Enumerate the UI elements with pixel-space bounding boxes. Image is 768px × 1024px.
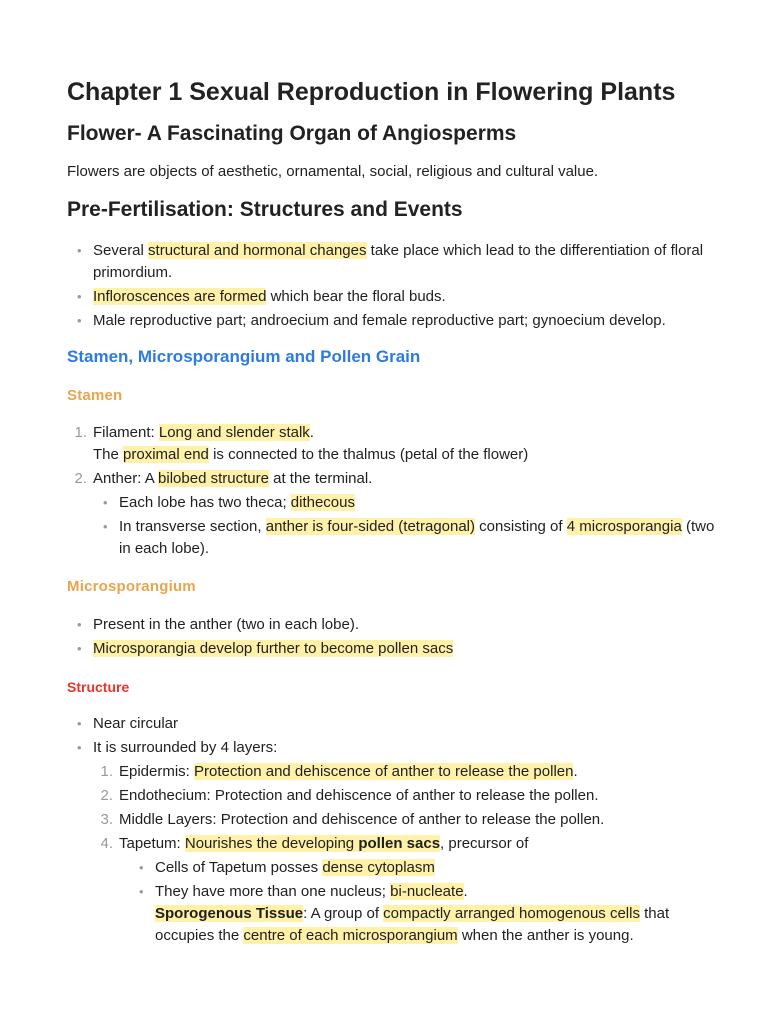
highlight: dense cytoplasm [322, 859, 435, 876]
heading-stamen: Stamen [67, 387, 123, 404]
tapetum-sublist [119, 857, 717, 947]
heading-microsporangium: Microsporangium [67, 578, 196, 595]
prefertilisation-list [67, 240, 717, 334]
list-item: 3. Middle Layers: Protection and dehiscence of anther to release the pollen. [100, 811, 605, 828]
highlight: compactly arranged homogenous cells [383, 905, 640, 922]
list-item: • Near circular [67, 713, 717, 735]
subsection-title-stamen-microsporangium: Stamen, Microsporangium and Pollen Grain [67, 347, 421, 366]
highlight: Infloroscences are formed [93, 288, 267, 305]
heading-structure: Structure [67, 679, 130, 695]
section-title-prefertilisation: Pre-Fertilisation: Structures and Events [67, 198, 463, 221]
highlight: bilobed structure [158, 470, 269, 487]
list-item: • Cells of Tapetum posses dense cytoplasm [129, 857, 717, 879]
list-item [67, 638, 717, 660]
chapter-title: Chapter 1 Sexual Reproduction in Flowering Plants [67, 78, 676, 106]
stamen-list [67, 422, 717, 562]
structure-list [67, 713, 717, 949]
list-item: 1. Epidermis: Protection and dehiscence of anther to release the pollen. [100, 763, 578, 780]
list-item: • Present in the anther (two in each lobe). [67, 614, 717, 636]
highlight: dithecous [290, 494, 355, 511]
flower-intro-paragraph: Flowers are objects of aesthetic, ornamental, social, religious and cultural value. [67, 163, 599, 180]
highlight: bi-nucleate [390, 883, 464, 900]
list-item: • Male reproductive part; androecium and female reproductive part; gynoecium develop. [67, 310, 717, 332]
list-item: 1. Filament: Long and slender stalk. The proximal end is connected to the thalmus (petal of the flower) [74, 424, 529, 463]
list-item: 4. Tapetum: Nourishes the developing pollen sacs, precursor of • Cells of Tapetum posses dense cytoplasm • They have more than one nucleus; bi-nucleate. Sporogenous Tissue: A group of compactly arranged homogenous cells that occupies the centre of each microsporangium when the anther is young. [93, 833, 717, 947]
list-item: • Several structural and hormonal changes take place which lead to the differentiation of floral primordium. [67, 240, 717, 284]
list-item: • In transverse section, anther is four-sided (tetragonal) consisting of 4 microsporangia (two in each lobe). [93, 516, 717, 560]
highlight: Nourishes the developing pollen sacs [184, 835, 441, 852]
list-item: • Infloroscences are formed which bear the floral buds. [67, 286, 717, 308]
list-item: 2. Anther: A bilobed structure at the terminal. • Each lobe has two theca; dithecous • In transverse section, anther is four-sided (tetragonal) consisting of 4 microsporangia (two in each lobe). [67, 468, 717, 560]
highlight: structural and hormonal changes [148, 242, 367, 259]
list-item: • It is surrounded by 4 layers: 1. Epidermis: Protection and dehiscence of anther to release the pollen. 2. Endothecium: Protection and dehiscence of anther to release the pollen. 3. Middle Layers: Protection and dehiscence of anther to release the pollen. 4. Tapetum: Nourishes the developing pollen sacs, precursor of • Cells of Tapetum posses dense cytoplasm • They have more than one nucleus; bi-nucleate. Sporogenous Tissue: A group of compactly arranged homogenous cells that occupies the centre of each microsporangium when the anther is young. [67, 737, 717, 947]
highlight: anther is four-sided (tetragonal) [265, 518, 476, 535]
layers-list [93, 761, 717, 947]
section-title-flower: Flower- A Fascinating Organ of Angiosperms [67, 122, 517, 145]
anther-sublist [93, 492, 717, 560]
highlight: proximal end [123, 446, 209, 463]
highlight: 4 microsporangia [566, 518, 682, 535]
highlight: Long and slender stalk [158, 424, 310, 441]
highlight: Sporogenous Tissue [155, 905, 304, 922]
highlight: centre of each microsporangium [243, 927, 458, 944]
highlight: Microsporangia develop further to become pollen sacs [93, 640, 454, 657]
list-item: 2. Endothecium: Protection and dehiscence of anther to release the pollen. [100, 787, 599, 804]
microsporangium-list [67, 614, 717, 662]
list-item: • They have more than one nucleus; bi-nucleate. Sporogenous Tissue: A group of compactly arranged homogenous cells that occupies the centre of each microsporangium when the anther is young. [129, 881, 717, 947]
highlight: Protection and dehiscence of anther to release the pollen [194, 763, 574, 780]
list-item: • Each lobe has two theca; dithecous [93, 492, 717, 514]
